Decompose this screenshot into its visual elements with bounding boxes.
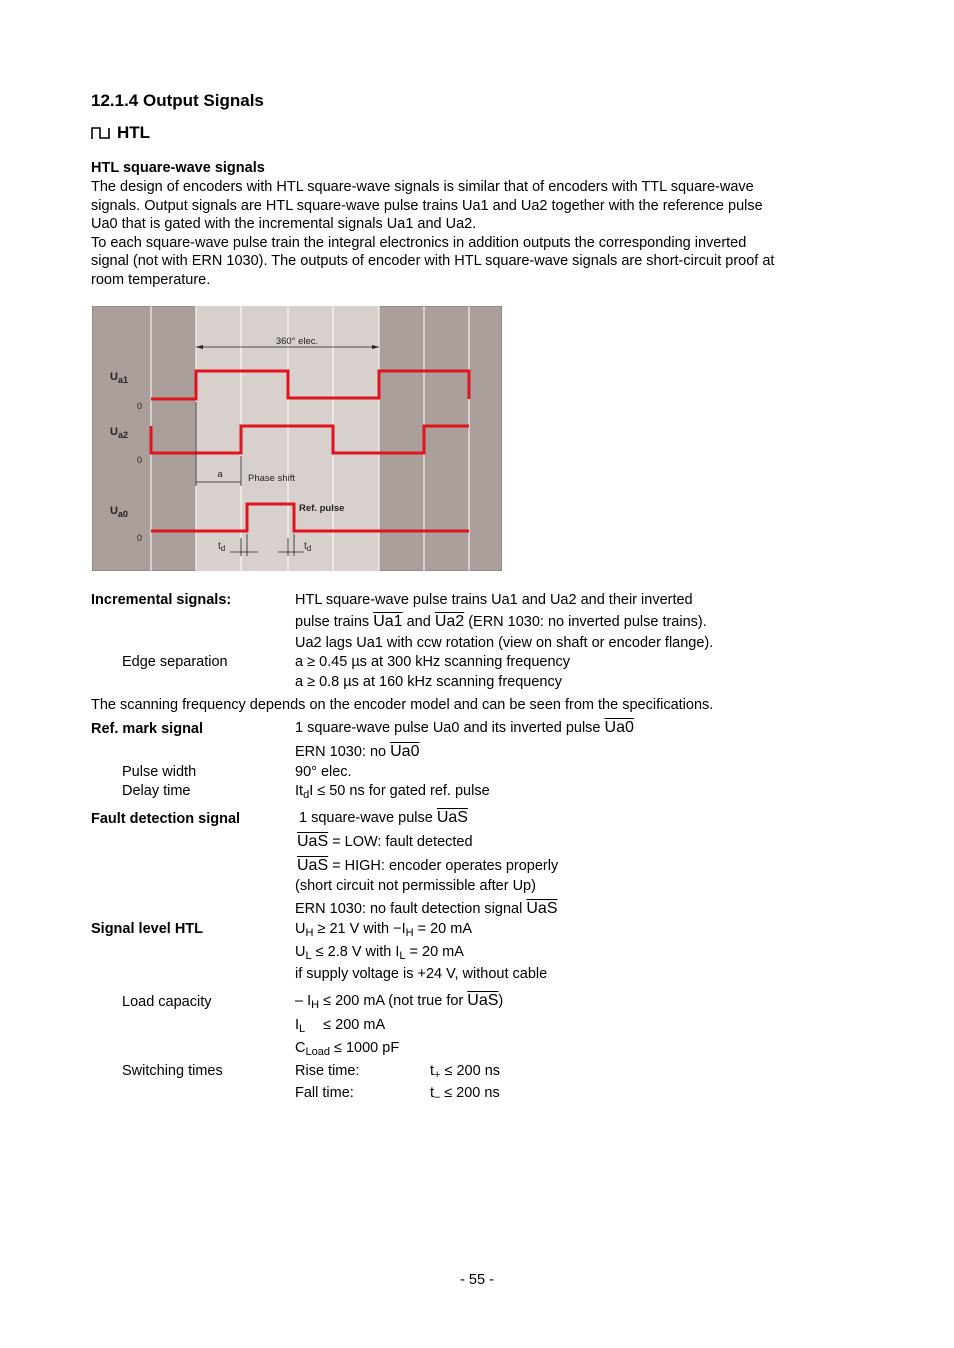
ua1-label: $U_{a1}$ xyxy=(110,371,128,385)
uas-inverted: $\overline{UaS}$ xyxy=(436,809,468,826)
htl-heading-text: HTL xyxy=(117,123,151,142)
intro-line: The design of encoders with HTL square-wave signals is similar that of encoders with TTL square-wave xyxy=(91,179,754,195)
square-wave-icon xyxy=(91,126,111,140)
ref-label: Ref. mark signal xyxy=(91,721,204,737)
intro-line: room temperature. xyxy=(91,271,211,288)
switching-label: Switching times xyxy=(122,1063,223,1079)
page-number: - 55 - xyxy=(460,1272,494,1288)
ref-line1: 1 square-wave pulse Ua0 and its inverted pulse Ua0 xyxy=(295,719,634,736)
ua1-zero: 0 xyxy=(137,401,143,411)
delay-value: $It_dI \le 50$ ns for gated ref. pulse xyxy=(295,783,490,801)
ua1-inverted: Ua1 xyxy=(373,613,403,630)
load-ih: – $I_H \le 200$ mA (not true for $\overline{UaS}$) xyxy=(295,992,504,1011)
fault-line4: (short circuit not permissible after Up) xyxy=(295,878,536,894)
level-supply: if supply voltage is +24 V, without cable xyxy=(295,966,548,982)
rise-label: Rise time: xyxy=(295,1063,360,1079)
signal-timing-diagram xyxy=(92,306,502,571)
td-right: $t_d$ xyxy=(304,541,312,553)
level-ul: $U_L \le 2.8$ V with $I_L = 20$ mA xyxy=(295,944,464,962)
fault-line1: 1 square-wave pulse $\overline{UaS}$ xyxy=(299,809,468,826)
rise-value: $t_+ \le 200$ ns xyxy=(430,1063,501,1081)
pulse-width-value: 90° elec. xyxy=(295,764,352,780)
intro-line: Ua0 that is gated with the incremental signals Ua1 and Ua2. xyxy=(91,216,477,232)
fall-label: Fall time: xyxy=(295,1085,354,1101)
ua0-label: $U_{a0}$ xyxy=(110,505,128,519)
incremental-line2: pulse trains Ua1 and Ua2 (ERN 1030: no inverted pulse trains). xyxy=(295,613,707,630)
ua2-zero: 0 xyxy=(137,455,143,465)
load-c: $C_{Load} \le 1000$ pF xyxy=(295,1040,400,1058)
intro-line: signals. Output signals are HTL square-wave pulse trains Ua1 and Ua2 together with the reference pulse xyxy=(91,197,763,214)
ref-line2: ERN 1030: no Ua0 xyxy=(295,743,420,760)
intro-paragraph xyxy=(91,178,861,289)
load-label: Load capacity xyxy=(122,994,212,1010)
scan-note: The scanning frequency depends on the encoder model and can be seen from the specifications. xyxy=(91,697,714,713)
fault-line5: ERN 1030: no fault detection signal $\overline{UaS}$ xyxy=(295,900,558,917)
ua0-inverted: Ua0 xyxy=(390,743,420,760)
ref-pulse-label: Ref. pulse xyxy=(299,503,345,514)
ua2-inverted: Ua2 xyxy=(434,613,465,630)
uas-inverted: $\overline{UaS}$ xyxy=(467,992,499,1009)
fault-line2: $\overline{UaS}$ = LOW: fault detected xyxy=(297,833,473,850)
edge-label: Edge separation xyxy=(122,654,228,670)
level-uh: $U_H \ge 21$ V with $-I_H = 20$ mA xyxy=(295,921,473,939)
uas-inverted: $\overline{UaS}$ xyxy=(297,857,329,874)
incremental-line3: Ua2 lags Ua1 with ccw rotation (view on shaft or encoder flange). xyxy=(295,635,714,651)
intro-line: signal (not with ERN 1030). The outputs of encoder with HTL square-wave signals are short-circuit proof at xyxy=(91,253,775,269)
td-left: $t_d$ xyxy=(218,541,226,553)
fault-line3: $\overline{UaS}$ = HIGH: encoder operates properly xyxy=(297,857,559,874)
uas-inverted: $\overline{UaS}$ xyxy=(297,833,329,850)
fall-value: $t_- \le 200$ ns xyxy=(430,1085,500,1103)
htl-heading xyxy=(91,123,150,143)
ua0-zero: 0 xyxy=(137,533,143,543)
phase-shift-label: Phase shift xyxy=(248,473,295,484)
incremental-line1: HTL square-wave pulse trains Ua1 and Ua2 and their inverted xyxy=(295,592,693,608)
edge-value-2: a ≥ 0.8 µs at 160 kHz scanning frequency xyxy=(295,674,562,690)
uas-inverted: $\overline{UaS}$ xyxy=(526,900,558,917)
edge-value-1: a ≥ 0.45 µs at 300 kHz scanning frequency xyxy=(295,654,571,670)
level-label: Signal level HTL xyxy=(91,921,203,937)
section-title: 12.1.4 Output Signals xyxy=(91,91,264,110)
phase-a-label: a xyxy=(217,469,223,480)
delay-label: Delay time xyxy=(122,783,191,799)
ua0-inverted: Ua0 xyxy=(604,719,634,736)
ua2-label: $U_{a2}$ xyxy=(110,426,128,440)
intro-heading: HTL square-wave signals xyxy=(91,160,265,176)
pulse-width-label: Pulse width xyxy=(122,764,197,780)
period-label: 360° elec. xyxy=(275,336,319,347)
intro-line: To each square-wave pulse train the integral electronics in addition outputs the corresponding inverted xyxy=(91,234,747,251)
fault-label: Fault detection signal xyxy=(91,811,241,827)
load-il: $I_L \le 200$ mA xyxy=(295,1017,386,1035)
incremental-label: Incremental signals: xyxy=(91,592,232,608)
